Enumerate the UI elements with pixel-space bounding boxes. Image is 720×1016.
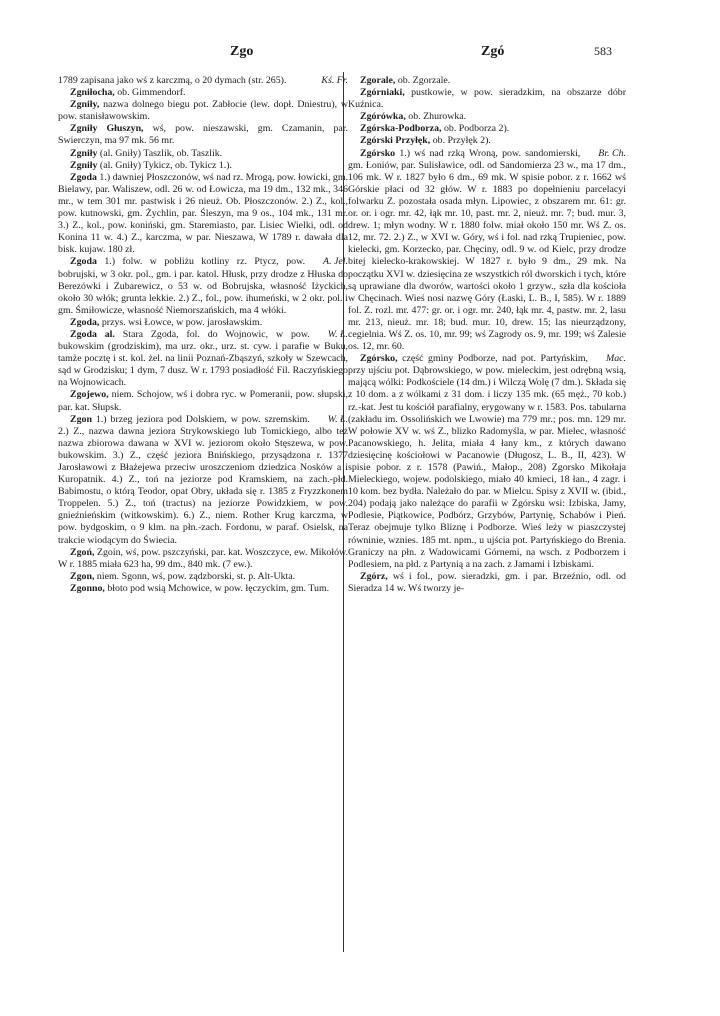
page-header bbox=[0, 44, 720, 62]
entry-text: przys. wsi Łowce, w pow. jarosławskim. bbox=[99, 316, 263, 328]
dictionary-entry bbox=[58, 123, 348, 147]
entry-headword: Zgórz, bbox=[360, 570, 388, 582]
entry-text: (al. Gniły) Taszlik, ob. Taszlik. bbox=[97, 147, 223, 159]
entry-text: Stara Zgoda, fol. do Wojnowic, w pow. bukowskim (grodziskim), ma urz. okr., urz. st. cyw. i parafie w Buku, tamże pocztę i st. kol. żel. na linii Poznań-Zbąszyń, szkoły w Szewcach, sąd w Grodzisku; 1 dym, 7 dusz. W r. 1793 posiadłość Fil. Raczyńskiego na Wojnowicach. bbox=[58, 328, 348, 389]
entry-signature: W. Ł. bbox=[327, 328, 348, 340]
entry-headword: Zgórsko, bbox=[360, 353, 398, 365]
entry-text: 1789 zapisana jako wś z karczmą, o 20 dymach (str. 265). bbox=[58, 75, 287, 86]
right-running-title: Zgó bbox=[481, 44, 505, 59]
entry-headword: Zgoda bbox=[70, 256, 97, 268]
entry-headword: Zgniły bbox=[70, 159, 98, 171]
entry-headword: Zgniły Głuszyn, bbox=[70, 123, 144, 135]
left-column bbox=[58, 75, 348, 595]
page-number: 583 bbox=[594, 44, 612, 58]
entry-text: ob. Zgorzale. bbox=[395, 75, 451, 86]
entry-text: 1.) wś nad rzką Wroną, pow. sandomierski, gm. Łoniów, par. Sulisławice, odl. od Sandomierza 23 w., ma 17 dm., 106 mk. W r. 1827 było 6 dm., 69 mk. W spisie pobor. z r. 1662 wś Górskie płaci od 32 głów. W r. 1883 po dopełnieniu parcelacyi folwarku Z. pozostała osada młyn. Lipowiec, z obszarem mr. 61: gr. or. or. i ogr. mr. 42, łąk mr. 10, past. mr. 2, nieuż. mr. 7; bud. mur. 3, drew. 1; młyn wodny. W r. 1880 folw. miał około 150 mr. Wś Z. os. 12, mr. 72. 2.) Z., w XVI w. Góry, wś i fol. nad rzką Trupieniec, pow. kielecki, gm. Korzecko, par. Chęciny, odl. 9 w. od Kielc, przy drodze bitej kielecko-krakowskiej. W 1827 r. było 9 dm., 29 mk. Na początku XVI w. dziesięcina ze wszystkich ról dworskich i tych, które są uprawiane dla dworów, wartości około 1 grzyw., szła dla kościoła w Chęcinach. Wieś nosi nazwę Góry (Łaski, L. B., I, 585). W r. 1889 fol. Z. rozl. mr. 477: gr. or. i ogr. mr. 240, łąk mr. 4, pastw. mr. 2, lasu mr. 213, nieuż. mr. 18; bud. mur. 10, drew. 15; las nieurządzony, cegielnia. Wś Z. os. 10, mr. 99; wś Zagrody os. 9, mr. 199; wś Zalesie os. 12, mr. 60. bbox=[348, 147, 626, 353]
entry-signature: Kś. Fr. bbox=[321, 75, 348, 86]
entry-text: 1.) folw. w pobliżu kotliny rz. Ptycz, pow. bobrujski, w 3 okr. pol., gm. i par. katol. Hłusk, przy drodze z Hłuska do Berezówki i Zubarewicz, o 53 w. od Bobrujska, własność Iżyckich, około 30 włók; grunta lekkie. 2.) Z., fol., pow. ihumeński, w 2 okr. pol. i gm. Śmiłowicze, własność Niemorszańskich, ma 4 włóki. bbox=[58, 256, 348, 316]
entry-text: niem. Schojow, wś i dobra ryc. w Pomeranii, pow. słupski, par. kat. Słupsk. bbox=[58, 389, 348, 413]
entry-headword: Zgórska-Podborza, bbox=[360, 123, 442, 135]
dictionary-entry bbox=[58, 160, 348, 172]
entry-text: (al. Gniły) Tykicz, ob. Tykicz 1.). bbox=[97, 159, 233, 171]
entry-text: błoto pod wsią Mchowice, w pow. łęczyckim, gm. Tum. bbox=[104, 582, 330, 594]
entry-headword: Zgonno, bbox=[70, 582, 105, 594]
dictionary-entry bbox=[58, 256, 348, 316]
dictionary-entry bbox=[348, 87, 626, 111]
dictionary-entry bbox=[58, 583, 348, 595]
entry-text: część gminy Podborze, nad pot. Partyńskim, przy ujściu pot. Dąbrowskiego, w pow. mieleckim, jest odrębną wsią, mającą wólki: Podkościele (14 dm.) i Wilczą Wolę (7 dm.). Składa się z 10 dom. a z wólkami z 31 dom. i liczy 135 mk. (65 męż., 70 kob.) rz.-kat. Jest tu kościół parafialny, erygowany w r. 1583. Pos. tabularna (zakładu im. Ossolińskich we Lwowie) ma 779 mr.; pos. mn. 129 mr. W połowie XV w. wś Z., blizko Radomyśla, w par. Mielec, własność Pacanowskiego, h. Jelita, miała 4 łany km., z których dawano dziesięcinę kościołowi w Pacanowie (Długosz, L. B., II, 423). W spisie pobor. z r. 1578 (Pawiń., Małop., 208) Zgorsko Mikołaja Mieleckiego, wojew. podolskiego, miało 40 kmieci, 18 łan., 4 zagr. i 10 kom. bez bydła. Należało do par. w Mielcu. Spisy z XVII w. (ibid., 204) podają jako należące do parafii w Zgórsku wsi: Izbiska, Jamy, Podlesie, Piątkowice, Podbórz, Grzybów, Partynię, Schabów i Pień. Teraz obejmuje tylko Bliznę i Podborze. Wieś leży w piaszczystej równinie, wznies. 185 mt. npm., u ujścia pot. Partyńskiego do Brenia. Graniczy na płn. z Wadowicami Górnemi, na wsch. z Podborzem i Podlesiem, na płd. z Partynią a na zach. z Jamami i Izbiskami. bbox=[348, 353, 626, 570]
dictionary-entry bbox=[58, 571, 348, 583]
dictionary-entry bbox=[58, 389, 348, 413]
dictionary-entry bbox=[348, 123, 626, 135]
entry-headword: Zgoda al. bbox=[70, 328, 115, 340]
entry-headword: Zgórski Przyłęk, bbox=[360, 135, 431, 147]
entry-headword: Zgon, bbox=[70, 570, 95, 582]
dictionary-entry bbox=[58, 148, 348, 160]
entry-signature: Br. Ch. bbox=[598, 147, 626, 159]
entry-headword: Zgoda, bbox=[70, 316, 100, 328]
entry-headword: Zgniły bbox=[70, 147, 98, 159]
dictionary-entry bbox=[58, 317, 348, 329]
entry-headword: Zgórniaki, bbox=[360, 87, 405, 99]
entry-text: ob. Gimmendorf. bbox=[114, 87, 186, 99]
entry-text: 1.) dawniej Płoszczonów, wś nad rz. Mrogą, pow. łowicki, gm. Bielawy, par. Waliszew, odl. 26 w. od Łowicza, ma 19 dm., 132 mk., 346 mr., w tem 301 mr. pastwisk i 26 nieuż. Ob. Płoszczonów. 2.) Z., kol., pow. kutnowski, gm. Żychlin, par. Śleszyn, ma 9 os., 104 mk., 131 mr. 3.) Z., kol., pow. koniński, gm. Staremiasto, par. Lisiec Wielki, odl. od Konina 11 w. 4.) Z., karczma, w par. Nieszawa, W 1789 r. dawała dla bisk. kujaw. 180 zł. bbox=[58, 171, 348, 256]
dictionary-entry bbox=[58, 414, 348, 547]
entry-text: Zgoin, wś, pow. pszczyński, par. kat. Woszczyce, ew. Mikołów. W r. 1885 miała 623 ha, 99 dm., 840 mk. (7 ew.). bbox=[58, 546, 348, 570]
entry-text: ob. Przyłęk 2). bbox=[430, 135, 491, 147]
entry-text: pustkowie, w pow. sieradzkim, na obszarze dóbr Kuźnica. bbox=[348, 87, 626, 111]
dictionary-entry bbox=[348, 353, 626, 571]
dictionary-entry bbox=[58, 75, 348, 87]
entry-headword: Zgoda bbox=[70, 171, 97, 183]
entry-text: nazwa dolnego biegu pot. Zabłocie (lew. dopł. Dniestru), w pow. stanisławowskim. bbox=[58, 99, 348, 123]
dictionary-entry bbox=[348, 571, 626, 595]
entry-text: 1.) brzeg jeziora pod Dolskiem, w pow. szremskim. 2.) Z., nazwa dawna jeziora Strykowskiego lub Tomickiego, albo też nazwa zbiorowa dawana w XVI w. jeziorom około Stęszewa, w pow. bukowskim. 3.) Z., część jeziora Bnińskiego, przysądzona r. 1377 Jarosławowi z Błażejewa przeciw uroszczeniom dziedzica Nosków a i Kuropatnik. 4.) Z., toń na jeziorze pod Kramskiem, na zach.-płd. Babimostu, o którą Teodor, opat Obry, układa się r. 1385 z Fryzzkonem Troppelen. 5.) Z., toń (tractus) na jeziorze Powidzkiem, w pow. gnieźnieńskim (witkowskim). 6.) Z., niem. Rother Krug karczma, w pow. bydgoskim, o 9 klm. na płn.-zach. Fordonu, w paraf. Osielsk, na trakcie wiodącym do Świecia. bbox=[58, 413, 348, 546]
left-running-title: Zgo bbox=[230, 44, 254, 59]
entry-text: wś i fol., pow. sieradzki, gm. i par. Brzeźnio, odl. od Sieradza 14 w. Wś tworzy je- bbox=[348, 570, 626, 594]
dictionary-entry bbox=[58, 547, 348, 571]
dictionary-entry bbox=[58, 99, 348, 123]
entry-text: ob. Podborza 2). bbox=[441, 123, 510, 135]
dictionary-entry bbox=[348, 111, 626, 123]
entry-headword: Zgon bbox=[70, 413, 92, 425]
entry-headword: Zgniłocha, bbox=[70, 87, 115, 99]
dictionary-entry bbox=[348, 148, 626, 354]
entry-text: wś, pow. nieszawski, gm. Czamanin, par. Swierczyn, ma 97 mk. 56 mr. bbox=[58, 123, 348, 147]
dictionary-entry bbox=[58, 329, 348, 389]
dictionary-entry bbox=[58, 172, 348, 257]
right-column bbox=[348, 75, 626, 595]
entry-headword: Zgorale, bbox=[360, 75, 396, 86]
dictionary-entry bbox=[348, 75, 626, 87]
entry-text: ob. Zhurowka. bbox=[405, 111, 467, 123]
entry-headword: Zgoń, bbox=[70, 546, 95, 558]
entry-headword: Zgniły, bbox=[70, 99, 100, 111]
entry-headword: Zgórsko bbox=[360, 147, 396, 159]
entry-signature: Mac. bbox=[605, 353, 626, 365]
dictionary-entry bbox=[348, 135, 626, 147]
dictionary-entry bbox=[58, 87, 348, 99]
entry-text: niem. Sgonn, wś, pow. ządzborski, st. p. Alt-Ukta. bbox=[94, 570, 296, 582]
entry-headword: Zgojewo, bbox=[70, 389, 109, 401]
entry-signature: W. Ł. bbox=[327, 413, 348, 425]
entry-signature: A. Jel. bbox=[323, 256, 348, 268]
entry-headword: Zgórówka, bbox=[360, 111, 406, 123]
